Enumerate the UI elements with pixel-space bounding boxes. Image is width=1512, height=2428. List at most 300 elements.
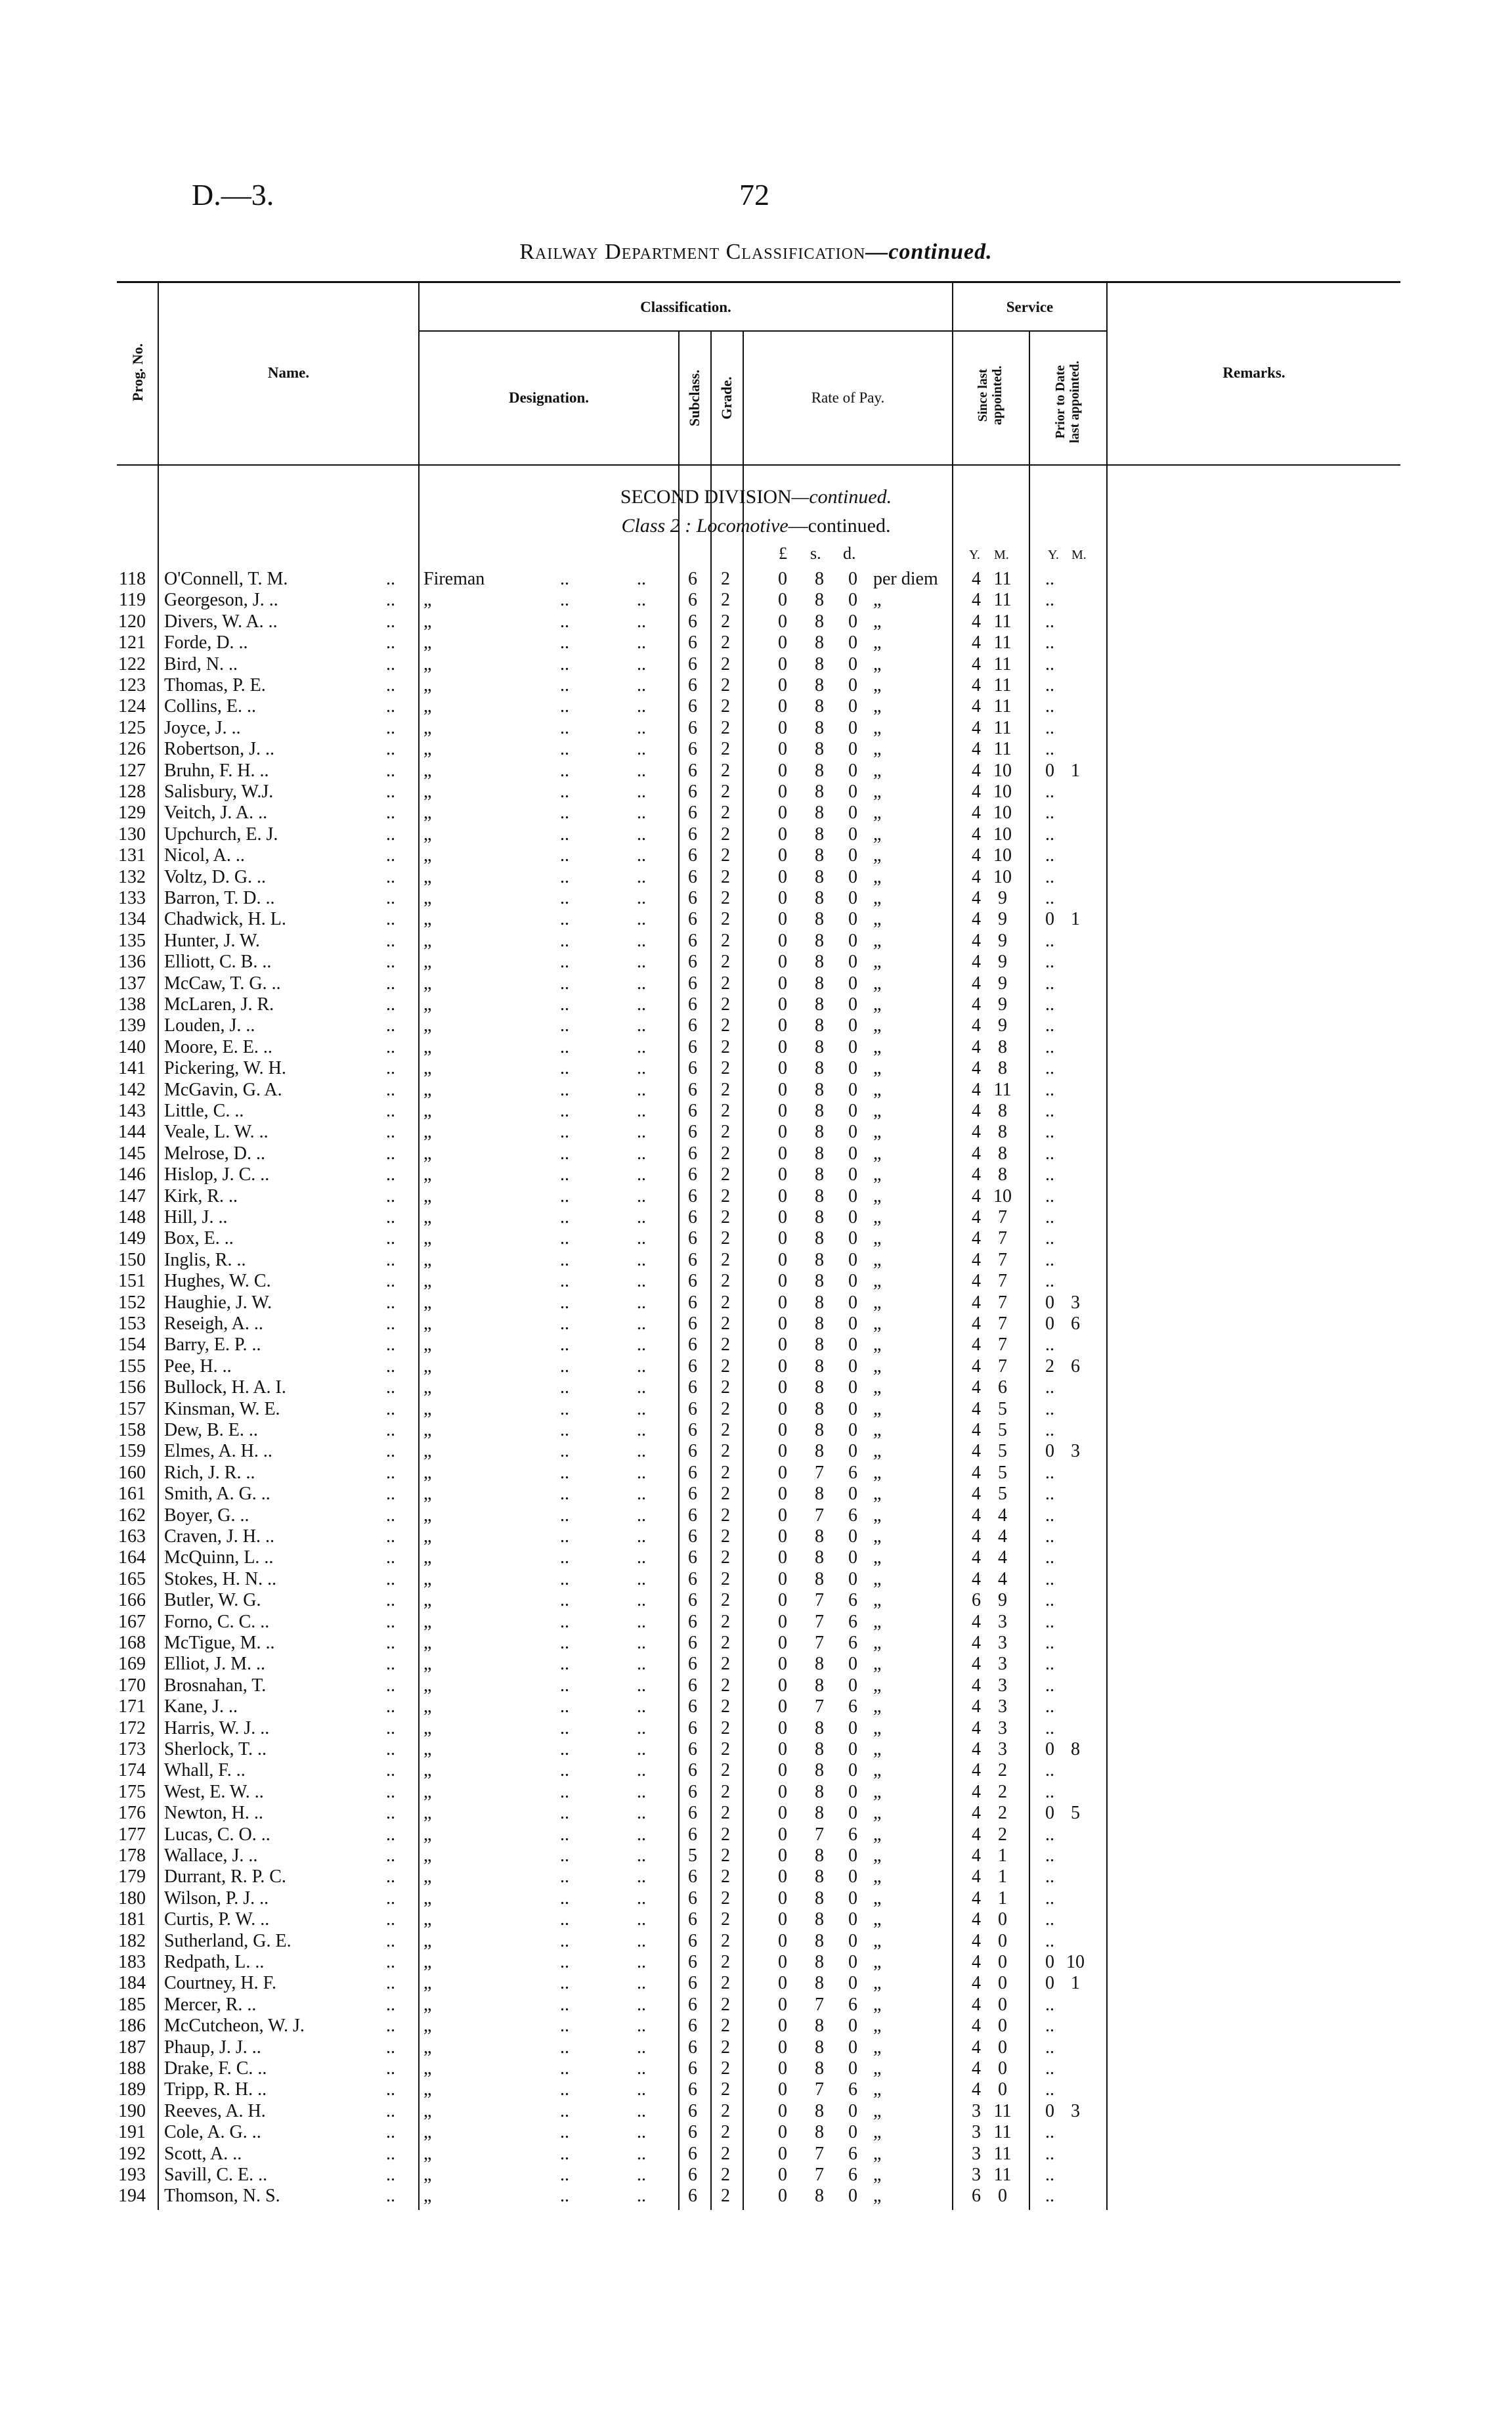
service-months-cell: 3 (998, 1696, 1007, 1717)
prior-years-cell: .. (1045, 696, 1054, 717)
shillings-cell: 8 (815, 1441, 824, 1462)
prog-no-cell: 141 (118, 1058, 146, 1079)
service-years-cell: 4 (972, 1505, 981, 1526)
prog-no-cell: 123 (118, 675, 146, 695)
service-years-cell: 4 (972, 1164, 981, 1185)
pounds-cell: 0 (778, 1739, 787, 1759)
shillings-cell: 8 (815, 1122, 824, 1143)
leader-dots-2: .. (560, 1313, 569, 1334)
service-years-cell: 4 (972, 1462, 981, 1483)
leader-dots-3: .. (637, 2186, 646, 2207)
leader-dots-2: .. (560, 994, 569, 1015)
service-months-cell: 0 (998, 2058, 1007, 2079)
leader-dots-2: .. (560, 1994, 569, 2015)
subclass-cell: 6 (688, 1122, 697, 1143)
pence-cell: 6 (848, 1462, 857, 1483)
pence-cell: 0 (848, 1015, 857, 1036)
designation-cell: „ (423, 1441, 432, 1462)
subclass-cell: 6 (688, 994, 697, 1015)
name-cell: McCutcheon, W. J. (164, 2016, 305, 2037)
pounds-cell: 0 (778, 1484, 787, 1505)
subclass-cell: 6 (688, 1803, 697, 1824)
pay-unit-cell: „ (873, 1952, 882, 1972)
leader-dots-2: .. (560, 1760, 569, 1781)
leader-dots-1: .. (386, 1249, 395, 1270)
leader-dots-3: .. (637, 1484, 646, 1505)
service-years-cell: 4 (972, 952, 981, 973)
prog-no-cell: 165 (118, 1568, 146, 1589)
name-cell: Tripp, R. H. .. (164, 2079, 267, 2100)
designation-cell: „ (423, 1505, 432, 1526)
subclass-cell: 6 (688, 1781, 697, 1802)
prog-no-cell: 143 (118, 1101, 146, 1121)
grade-cell: 2 (721, 952, 730, 973)
designation-cell: „ (423, 1590, 432, 1611)
designation-cell: „ (423, 1420, 432, 1440)
table-row (0, 867, 1512, 888)
service-years-cell: 4 (972, 611, 981, 632)
name-cell: Joyce, J. .. (164, 717, 241, 738)
leader-dots-1: .. (386, 952, 395, 973)
grade-cell: 2 (721, 1228, 730, 1249)
service-years-cell: 4 (972, 1058, 981, 1079)
subclass-cell: 6 (688, 632, 697, 653)
prior-years-cell: .. (1045, 1611, 1054, 1632)
service-months-cell: 9 (998, 952, 1007, 973)
designation-cell: „ (423, 1866, 432, 1887)
designation-cell: „ (423, 1015, 432, 1036)
subclass-cell: 6 (688, 717, 697, 738)
name-cell: Stokes, H. N. .. (164, 1568, 277, 1589)
grade-cell: 2 (721, 1441, 730, 1462)
service-months-cell: 11 (993, 2122, 1012, 2143)
leader-dots-1: .. (386, 1036, 395, 1057)
table-row (0, 1612, 1512, 1633)
service-months-cell: 5 (998, 1441, 1007, 1462)
service-years-cell: 4 (972, 782, 981, 802)
pounds-cell: 0 (778, 1526, 787, 1547)
pence-cell: 6 (848, 1611, 857, 1632)
shillings-cell: 8 (815, 1356, 824, 1377)
prog-no-cell: 183 (118, 1952, 146, 1972)
grade-cell: 2 (721, 1739, 730, 1759)
prior-years-cell: .. (1045, 1143, 1054, 1164)
subclass-cell: 6 (688, 1590, 697, 1611)
pounds-cell: 0 (778, 1398, 787, 1419)
designation-cell: „ (423, 803, 432, 824)
prior-years-cell: .. (1045, 845, 1054, 866)
service-years-cell: 4 (972, 1036, 981, 1057)
table-row (0, 1143, 1512, 1164)
prior-years-cell: .. (1045, 1164, 1054, 1185)
pence-cell: 0 (848, 1356, 857, 1377)
leader-dots-2: .. (560, 1803, 569, 1824)
designation-cell: „ (423, 1122, 432, 1143)
grade-cell: 2 (721, 1590, 730, 1611)
pay-unit-cell: „ (873, 845, 882, 866)
service-months-cell: 7 (998, 1228, 1007, 1249)
shillings-cell: 7 (815, 1633, 824, 1653)
leader-dots-1: .. (386, 1292, 395, 1313)
table-row (0, 2037, 1512, 2058)
pence-cell: 6 (848, 1505, 857, 1526)
prior-years-cell: .. (1045, 1271, 1054, 1292)
table-row (0, 1058, 1512, 1079)
pounds-cell: 0 (778, 973, 787, 994)
prior-years-cell: .. (1045, 1335, 1054, 1356)
service-months-cell: 3 (998, 1633, 1007, 1653)
service-months-cell: 0 (998, 2037, 1007, 2058)
shillings-cell: 8 (815, 1973, 824, 1994)
grade-cell: 2 (721, 1058, 730, 1079)
prior-years-cell: .. (1045, 1249, 1054, 1270)
leader-dots-3: .. (637, 973, 646, 994)
prog-no-cell: 148 (118, 1207, 146, 1227)
prior-years-cell: .. (1045, 2037, 1054, 2058)
leader-dots-2: .. (560, 909, 569, 930)
leader-dots-3: .. (637, 1271, 646, 1292)
subclass-cell: 6 (688, 2079, 697, 2100)
leader-dots-3: .. (637, 696, 646, 717)
shillings-cell: 8 (815, 1058, 824, 1079)
prior-years-cell: .. (1045, 653, 1054, 674)
pay-unit-cell: „ (873, 1398, 882, 1419)
table-row (0, 1122, 1512, 1143)
shillings-cell: 8 (815, 569, 824, 589)
subclass-cell: 6 (688, 1526, 697, 1547)
table-row (0, 1377, 1512, 1398)
leader-dots-1: .. (386, 1398, 395, 1419)
name-cell: Kinsman, W. E. (164, 1398, 280, 1419)
prior-years-cell: 0 (1045, 1313, 1054, 1334)
pay-unit-cell: „ (873, 1462, 882, 1483)
prior-years-cell: .. (1045, 1633, 1054, 1653)
designation-cell: „ (423, 930, 432, 951)
service-years-cell: 4 (972, 2016, 981, 2037)
prior-years-cell: .. (1045, 1015, 1054, 1036)
service-years-cell: 4 (972, 1079, 981, 1100)
shillings-cell: 8 (815, 739, 824, 760)
shillings-cell: 8 (815, 1760, 824, 1781)
service-years-cell: 4 (972, 1675, 981, 1696)
prog-no-cell: 176 (118, 1803, 146, 1824)
prior-months-cell: 3 (1071, 2100, 1080, 2121)
prior-years-cell: 0 (1045, 1973, 1054, 1994)
leader-dots-2: .. (560, 1547, 569, 1568)
table-row (0, 1995, 1512, 2016)
prog-no-cell: 170 (118, 1675, 146, 1696)
table-row (0, 1866, 1512, 1887)
pay-unit-cell: „ (873, 1377, 882, 1398)
grade-cell: 2 (721, 1484, 730, 1505)
grade-cell: 2 (721, 1356, 730, 1377)
designation-cell: „ (423, 1058, 432, 1079)
leader-dots-3: .. (637, 1803, 646, 1824)
shillings-cell: 8 (815, 1185, 824, 1206)
shillings-cell: 7 (815, 1462, 824, 1483)
shillings-cell: 8 (815, 1526, 824, 1547)
leader-dots-1: .. (386, 2186, 395, 2207)
service-months-cell: 9 (998, 973, 1007, 994)
leader-dots-2: .. (560, 1845, 569, 1866)
subclass-cell: 6 (688, 1143, 697, 1164)
leader-dots-3: .. (637, 952, 646, 973)
pounds-cell: 0 (778, 2122, 787, 2143)
unit-months: M. (994, 548, 1009, 562)
leader-dots-1: .. (386, 2016, 395, 2037)
leader-dots-1: .. (386, 1356, 395, 1377)
subclass-cell: 6 (688, 2058, 697, 2079)
page-number: 72 (739, 178, 769, 211)
prog-no-cell: 130 (118, 824, 146, 845)
shillings-cell: 8 (815, 632, 824, 653)
prog-no-cell: 171 (118, 1696, 146, 1717)
name-cell: Hunter, J. W. (164, 930, 260, 951)
designation-cell: „ (423, 1760, 432, 1781)
name-cell: O'Connell, T. M. (164, 569, 288, 589)
prior-years-cell: .. (1045, 1398, 1054, 1419)
leader-dots-2: .. (560, 1101, 569, 1121)
grade-cell: 2 (721, 675, 730, 695)
prog-no-cell: 145 (118, 1143, 146, 1164)
leader-dots-1: .. (386, 1973, 395, 1994)
pounds-cell: 0 (778, 1164, 787, 1185)
service-months-cell: 8 (998, 1143, 1007, 1164)
grade-cell: 2 (721, 1760, 730, 1781)
pay-unit-cell: „ (873, 1866, 882, 1887)
pence-cell: 0 (848, 1292, 857, 1313)
service-months-cell: 4 (998, 1505, 1007, 1526)
pounds-cell: 0 (778, 1568, 787, 1589)
prior-months-cell: 1 (1071, 760, 1080, 781)
name-cell: Veale, L. W. .. (164, 1122, 269, 1143)
leader-dots-1: .. (386, 1675, 395, 1696)
subclass-cell: 6 (688, 2165, 697, 2185)
service-years-cell: 4 (972, 1207, 981, 1227)
pence-cell: 0 (848, 1377, 857, 1398)
table-row (0, 1186, 1512, 1207)
prog-no-cell: 132 (118, 866, 146, 887)
name-cell: Elliot, J. M. .. (164, 1654, 266, 1675)
table-row (0, 1845, 1512, 1866)
service-months-cell: 8 (998, 1122, 1007, 1143)
leader-dots-1: .. (386, 760, 395, 781)
subclass-cell: 6 (688, 1547, 697, 1568)
header-name: Name. (267, 364, 310, 381)
leader-dots-2: .. (560, 1122, 569, 1143)
pence-cell: 0 (848, 717, 857, 738)
pounds-cell: 0 (778, 739, 787, 760)
subclass-cell: 6 (688, 1271, 697, 1292)
shillings-cell: 8 (815, 2058, 824, 2079)
pence-cell: 0 (848, 2122, 857, 2143)
prog-no-cell: 167 (118, 1611, 146, 1632)
prior-years-cell: .. (1045, 1866, 1054, 1887)
prog-no-cell: 154 (118, 1335, 146, 1356)
prior-years-cell: 0 (1045, 909, 1054, 930)
table-row (0, 1335, 1512, 1356)
name-cell: Forde, D. .. (164, 632, 248, 653)
pounds-cell: 0 (778, 1760, 787, 1781)
header-remarks: Remarks. (1222, 364, 1285, 381)
prog-no-cell: 126 (118, 739, 146, 760)
shillings-cell: 8 (815, 696, 824, 717)
name-cell: Butler, W. G. (164, 1590, 261, 1611)
prior-years-cell: .. (1045, 2143, 1054, 2164)
name-cell: McQuinn, L. .. (164, 1547, 274, 1568)
shillings-cell: 8 (815, 824, 824, 845)
prior-years-cell: .. (1045, 739, 1054, 760)
service-years-cell: 4 (972, 1015, 981, 1036)
prior-years-cell: .. (1045, 1696, 1054, 1717)
pence-cell: 0 (848, 675, 857, 695)
designation-cell: „ (423, 1164, 432, 1185)
leader-dots-3: .. (637, 1015, 646, 1036)
shillings-cell: 8 (815, 2037, 824, 2058)
leader-dots-2: .. (560, 1420, 569, 1440)
leader-dots-1: .. (386, 1441, 395, 1462)
pence-cell: 0 (848, 1122, 857, 1143)
prog-no-cell: 186 (118, 2016, 146, 2037)
pence-cell: 6 (848, 2165, 857, 2185)
designation-cell: „ (423, 590, 432, 611)
designation-cell: „ (423, 1462, 432, 1483)
name-cell: Savill, C. E. .. (164, 2165, 268, 2185)
service-months-cell: 11 (993, 1079, 1012, 1100)
designation-cell: „ (423, 1781, 432, 1802)
pay-unit-cell: „ (873, 1760, 882, 1781)
name-cell: Phaup, J. J. .. (164, 2037, 261, 2058)
service-years-cell: 4 (972, 653, 981, 674)
name-cell: McCaw, T. G. .. (164, 973, 281, 994)
pence-cell: 6 (848, 2079, 857, 2100)
service-years-cell: 4 (972, 1781, 981, 1802)
subclass-cell: 6 (688, 1079, 697, 1100)
table-row (0, 1505, 1512, 1526)
prior-years-cell: .. (1045, 1505, 1054, 1526)
subclass-cell: 6 (688, 1377, 697, 1398)
name-cell: Inglis, R. .. (164, 1249, 246, 1270)
pay-unit-cell: per diem (873, 569, 938, 589)
pence-cell: 0 (848, 1420, 857, 1440)
pay-unit-cell: „ (873, 2122, 882, 2143)
prog-no-cell: 129 (118, 803, 146, 824)
pay-unit-cell: „ (873, 1313, 882, 1334)
name-cell: Newton, H. .. (164, 1803, 263, 1824)
grade-cell: 2 (721, 1335, 730, 1356)
name-cell: Hughes, W. C. (164, 1271, 271, 1292)
shillings-cell: 8 (815, 1568, 824, 1589)
pay-unit-cell: „ (873, 1164, 882, 1185)
table-row (0, 1420, 1512, 1441)
subclass-cell: 6 (688, 824, 697, 845)
leader-dots-1: .. (386, 1760, 395, 1781)
name-cell: Veitch, J. A. .. (164, 803, 268, 824)
subclass-cell: 6 (688, 1633, 697, 1653)
designation-cell: „ (423, 2143, 432, 2164)
leader-dots-2: .. (560, 675, 569, 695)
designation-cell: „ (423, 845, 432, 866)
shillings-cell: 8 (815, 1952, 824, 1972)
grade-cell: 2 (721, 1654, 730, 1675)
title-text: Railway Department Classification (519, 240, 866, 264)
prog-no-cell: 157 (118, 1398, 146, 1419)
prior-years-cell: .. (1045, 590, 1054, 611)
designation-cell: „ (423, 2079, 432, 2100)
service-years-cell: 4 (972, 1909, 981, 1930)
leader-dots-3: .. (637, 1866, 646, 1887)
table-row (0, 1803, 1512, 1824)
pence-cell: 0 (848, 1313, 857, 1334)
leader-dots-3: .. (637, 1887, 646, 1909)
table-row (0, 1015, 1512, 1036)
leader-dots-2: .. (560, 845, 569, 866)
name-cell: Mercer, R. .. (164, 1994, 257, 2015)
leader-dots-2: .. (560, 1015, 569, 1036)
grade-cell: 2 (721, 1973, 730, 1994)
pounds-cell: 0 (778, 1143, 787, 1164)
leader-dots-2: .. (560, 1036, 569, 1057)
shillings-cell: 7 (815, 1824, 824, 1845)
service-months-cell: 0 (998, 2016, 1007, 2037)
pounds-cell: 0 (778, 1952, 787, 1972)
leader-dots-1: .. (386, 1058, 395, 1079)
prog-no-cell: 127 (118, 760, 146, 781)
name-cell: Bruhn, F. H. .. (164, 760, 269, 781)
leader-dots-2: .. (560, 866, 569, 887)
designation-cell: „ (423, 1824, 432, 1845)
leader-dots-3: .. (637, 1590, 646, 1611)
table-row (0, 1782, 1512, 1803)
pounds-cell: 0 (778, 1292, 787, 1313)
pence-cell: 0 (848, 632, 857, 653)
leader-dots-1: .. (386, 2143, 395, 2164)
leader-dots-3: .. (637, 1994, 646, 2015)
service-months-cell: 2 (998, 1803, 1007, 1824)
prior-years-cell: .. (1045, 1547, 1054, 1568)
pay-unit-cell: „ (873, 1547, 882, 1568)
table-row (0, 1633, 1512, 1654)
subclass-cell: 6 (688, 973, 697, 994)
pence-cell: 0 (848, 845, 857, 866)
prior-years-cell: .. (1045, 675, 1054, 695)
pay-unit-cell: „ (873, 1568, 882, 1589)
prior-years-cell: .. (1045, 1994, 1054, 2015)
pence-cell: 0 (848, 1547, 857, 1568)
leader-dots-3: .. (637, 866, 646, 887)
table-row (0, 590, 1512, 611)
shillings-cell: 8 (815, 760, 824, 781)
leader-dots-3: .. (637, 1547, 646, 1568)
leader-dots-1: .. (386, 1633, 395, 1653)
shillings-cell: 7 (815, 2165, 824, 2185)
grade-cell: 2 (721, 1164, 730, 1185)
unit-pounds: £ (779, 544, 787, 563)
pay-unit-cell: „ (873, 1824, 882, 1845)
prog-no-cell: 163 (118, 1526, 146, 1547)
table-row (0, 888, 1512, 909)
header-bottom-rule (117, 464, 1400, 466)
table-row (0, 909, 1512, 930)
leader-dots-1: .. (386, 1717, 395, 1738)
name-cell: Scott, A. .. (164, 2143, 242, 2164)
prior-years-cell: 0 (1045, 760, 1054, 781)
pay-unit-cell: „ (873, 760, 882, 781)
pounds-cell: 0 (778, 696, 787, 717)
shillings-cell: 8 (815, 2186, 824, 2207)
header-service: Service (1006, 299, 1054, 315)
table-row (0, 1271, 1512, 1292)
